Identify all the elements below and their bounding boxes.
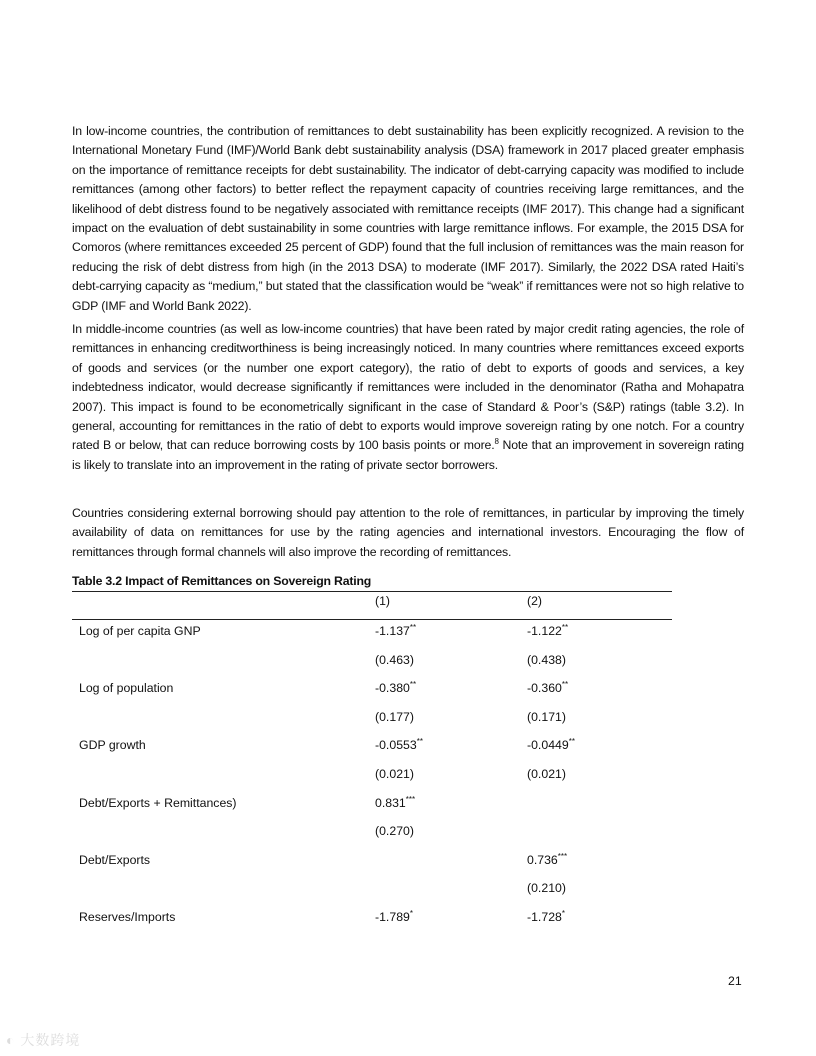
coefficient-cell — [375, 767, 414, 781]
paragraph-middle-income — [72, 320, 744, 475]
significance-stars: ** — [561, 680, 569, 690]
cell-text: -0.0553 — [375, 738, 417, 753]
significance-stars: * — [561, 908, 565, 918]
cell-text: -0.380 — [375, 681, 410, 696]
cell-text: Reserves/Imports — [79, 910, 176, 924]
cell-text: -1.789 — [375, 910, 410, 924]
cell-text: GDP growth — [79, 738, 146, 753]
coefficient-cell — [527, 710, 566, 724]
cell-text: -1.122 — [527, 624, 562, 638]
cell-text: (0.171) — [527, 709, 566, 724]
paragraph-low-income: In low-income countries, the contribution of remittances to debt sustainability has been explicitly recognized. A revision to the International Monetary Fund (IMF)/World Bank debt sustainability analysis (DSA) framework in 2017 placed greater emphasis on the importance of remittance receipts for debt sustainability. The indicator of debt-carrying capacity was modified to include remittances (among other factors) to better reflect the repayment capacity of countries receiving large remittances, and the likelihood of debt distress found to be negatively associated with remittance receipts (IMF 2017). This change had a significant impact on the evaluation of debt sustainability in some countries with large remittance inflows. For example, the 2015 DSA for Comoros (where remittances exceeded 25 percent of GDP) found that the full inclusion of remittances was the main reason for reducing the risk of debt distress from high (in the 2013 DSA) to moderate (IMF 2017). Similarly, the 2022 DSA rated Haiti’s debt-carrying capacity as “medium,” but stated that the classification would be “weak” if remittances were not so high relative to GDP (IMF and World Bank 2022). — [72, 124, 744, 313]
paragraph-external-borrowing: Countries considering external borrowing should pay attention to the role of remittances, in particular by improving the timely availability of data on remittances for use by the rating agencies and international investors. Encouraging the flow of remittances through formal channels will also improve the recording of remittances. — [72, 506, 744, 559]
table-title: Table 3.2 Impact of Remittances on Sovereign Rating — [72, 574, 372, 588]
column-header-2: (2) — [527, 594, 543, 608]
cell-text: -1.137 — [375, 624, 410, 638]
coefficient-cell — [375, 653, 414, 667]
row-label — [79, 910, 175, 924]
significance-stars: ** — [409, 680, 417, 690]
coefficient-cell — [375, 681, 416, 695]
watermark-logo: ◐ 大数跨境 — [6, 1032, 81, 1048]
coefficient-cell — [527, 767, 566, 781]
cell-text: Log of per capita GNP — [79, 624, 201, 638]
row-label — [79, 681, 173, 695]
coefficient-cell — [375, 910, 413, 924]
coefficient-cell — [375, 710, 414, 724]
cell-text: (0.463) — [375, 652, 414, 667]
cell-text: -0.360 — [527, 681, 562, 696]
coefficient-cell — [375, 624, 416, 638]
cell-text: Log of population — [79, 681, 174, 696]
coefficient-cell — [527, 738, 575, 752]
cell-text: -1.728 — [527, 910, 562, 924]
page-number: 21 — [728, 974, 742, 988]
paragraph-text: In middle-income countries (as well as low-income countries) that have been rated by major credit rating agencies, the role of remittances in enhancing creditworthiness is being increasingly noticed. In many countries where remittances exceed exports of goods and services (or the number one export category), the ratio of debt to exports of goods and services, a key indebtedness indicator, would decrease significantly if remittances were included in the denominator (Ratha and Mohapatra 2007). This impact is found to be econometrically significant in the case of Standard & Poor’s (S&P) ratings (table 3.2). In general, accounting for remittances in the ratio of debt to exports would improve sovereign rating by one notch. For a country rated B or below, that can reduce borrowing costs by 100 basis points or more. — [72, 322, 744, 453]
significance-stars: ** — [416, 737, 423, 747]
column-header-1: (1) — [375, 594, 391, 608]
significance-stars: ** — [409, 622, 417, 632]
cell-text: (0.177) — [375, 709, 414, 724]
cell-text: 0.831 — [375, 795, 406, 810]
significance-stars: ** — [568, 737, 575, 747]
cell-text: (0.270) — [375, 824, 414, 839]
row-label — [79, 796, 237, 810]
significance-stars: *** — [405, 794, 416, 804]
paragraph-tail: Note that an improvement in sovereign rating is likely to translate into an improvement in the rating of private sector borrowers. — [72, 438, 744, 472]
cell-text: (0.210) — [527, 881, 566, 896]
coefficient-cell — [527, 910, 565, 924]
coefficient-cell — [527, 881, 566, 895]
row-label — [79, 853, 150, 867]
footnote-ref[interactable]: 8 — [494, 437, 499, 447]
coefficient-cell — [527, 624, 568, 638]
significance-stars: * — [409, 908, 413, 918]
table-top-rule — [72, 591, 672, 592]
significance-stars: ** — [561, 622, 569, 632]
significance-stars: *** — [557, 851, 568, 861]
cell-text: Debt/Exports + Remittances) — [79, 795, 237, 810]
cell-text: -0.0449 — [527, 738, 569, 753]
cell-text: 0.736 — [527, 852, 558, 867]
coefficient-cell — [527, 853, 567, 867]
row-label — [79, 738, 146, 752]
cell-text: (0.438) — [527, 652, 566, 667]
coefficient-cell — [527, 681, 568, 695]
coefficient-cell — [527, 653, 566, 667]
row-label — [79, 624, 201, 638]
cell-text: Debt/Exports — [79, 852, 151, 867]
cell-text: (0.021) — [527, 767, 566, 781]
coefficient-cell — [375, 824, 414, 838]
table-header-rule — [72, 619, 672, 620]
coefficient-cell — [375, 738, 423, 752]
coefficient-cell — [375, 796, 415, 810]
cell-text: (0.021) — [375, 767, 414, 781]
